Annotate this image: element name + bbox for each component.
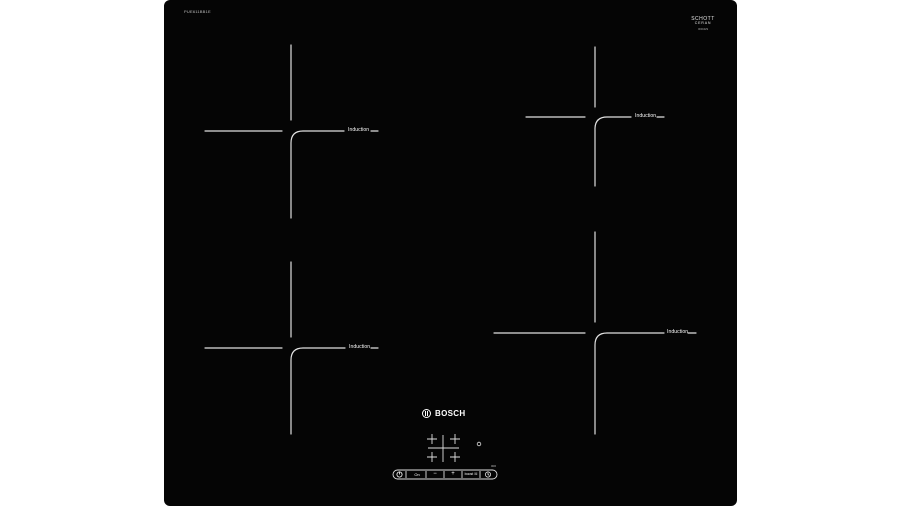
zone-3-label: Induction [349, 344, 371, 350]
boost-button[interactable]: boost ☒ [464, 472, 478, 476]
zone-1-label: Induction [348, 127, 370, 133]
plus-button[interactable]: + [451, 471, 455, 477]
zone-3-corner [291, 348, 345, 434]
zone-selectors [427, 434, 460, 462]
small-mark: 000 [491, 464, 497, 468]
selector-bottom-right [450, 452, 460, 462]
bosch-logo-icon [422, 409, 431, 418]
on-button[interactable]: On [414, 472, 420, 477]
timer-icon [485, 472, 490, 477]
power-icon [397, 472, 402, 478]
brand [422, 407, 465, 419]
zone-2-corner [595, 117, 631, 186]
selector-bottom-left [427, 452, 437, 462]
zone-4-label: Induction [667, 329, 689, 335]
minus-button[interactable]: − [433, 471, 437, 477]
model-code: PUE611BB1E [184, 9, 211, 14]
selector-top-right [450, 434, 460, 444]
logo-line3: 0001029 [697, 27, 709, 31]
brand-name: BOSCH [435, 408, 466, 418]
logo-line2: CERAN [694, 21, 712, 25]
child-lock-indicator [477, 442, 481, 446]
selector-top-left [427, 434, 437, 444]
zone-1-corner [291, 131, 344, 218]
zone-4-corner [595, 333, 664, 434]
logo-line1: SCHOTT [691, 16, 715, 22]
zone-2-label: Induction [635, 113, 657, 119]
